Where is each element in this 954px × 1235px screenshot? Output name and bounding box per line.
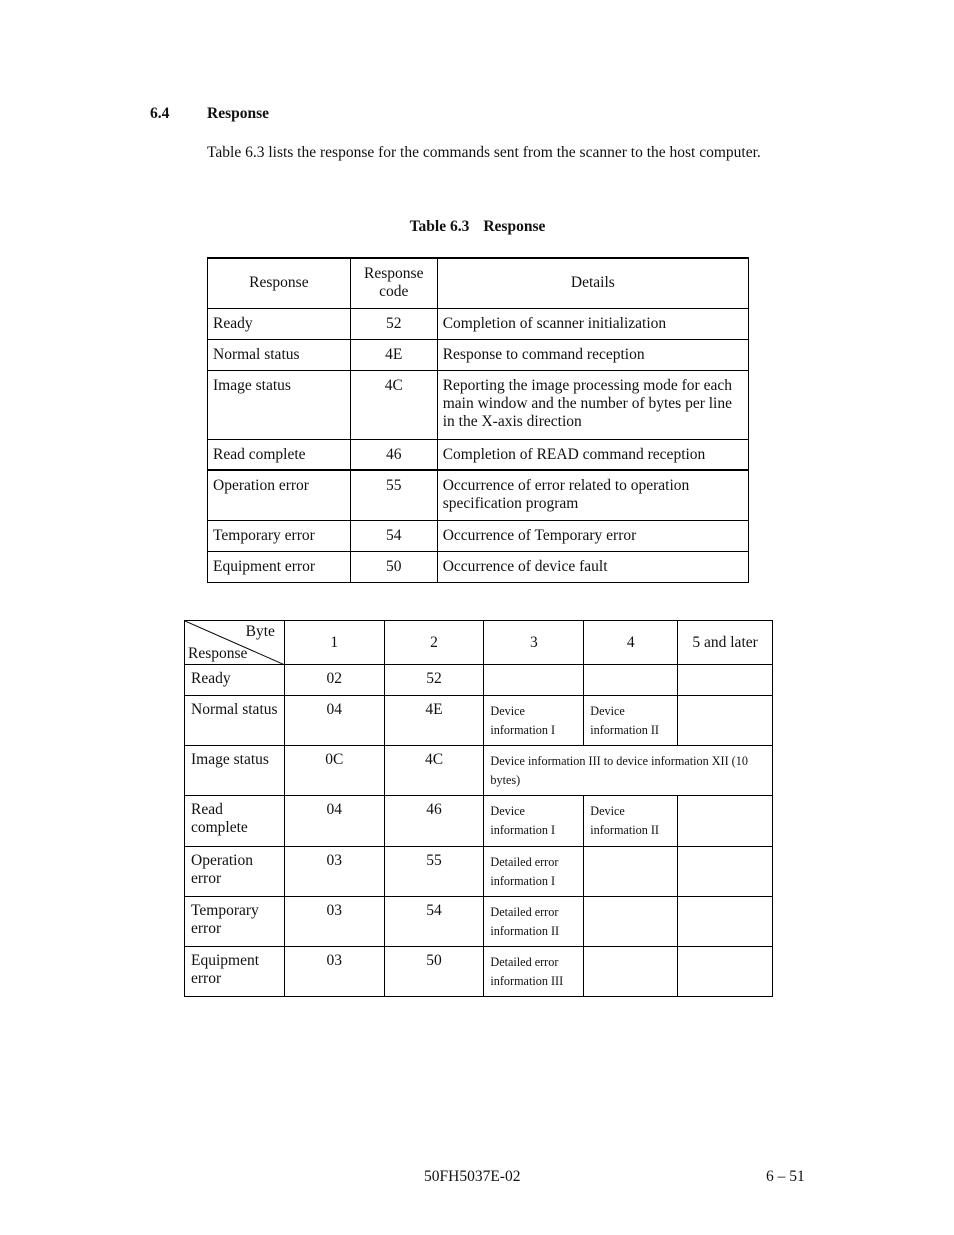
byte-3-cell: Detailed error information II bbox=[484, 897, 584, 947]
response-name: Normal status bbox=[208, 339, 351, 370]
byte-1-cell: 03 bbox=[284, 897, 384, 947]
table-row bbox=[185, 897, 773, 947]
byte-2-cell: 50 bbox=[384, 947, 484, 997]
intro-paragraph: Table 6.3 lists the response for the commands sent from the scanner to the host computer. bbox=[207, 144, 761, 161]
byte-2-cell: 4E bbox=[384, 696, 484, 746]
byte-4-cell bbox=[584, 897, 678, 947]
table-row bbox=[185, 947, 773, 997]
byte-5-cell bbox=[678, 696, 773, 746]
byte-3-cell: Device information I bbox=[484, 796, 584, 847]
byte-format-table bbox=[184, 620, 773, 997]
byte-5-cell bbox=[678, 897, 773, 947]
byte-5-cell bbox=[678, 847, 773, 897]
table-row bbox=[208, 551, 749, 582]
table-row bbox=[185, 665, 773, 696]
response-name: Read complete bbox=[208, 439, 351, 470]
response-name: Normal status bbox=[185, 696, 285, 746]
response-name: Read complete bbox=[185, 796, 285, 847]
byte-5-cell bbox=[678, 796, 773, 847]
response-details: Occurrence of error related to operation specification program bbox=[437, 470, 748, 520]
corner-byte-label: Byte bbox=[245, 623, 275, 640]
response-name: Operation error bbox=[208, 470, 351, 520]
byte-2-cell: 46 bbox=[384, 796, 484, 847]
byte-5-cell bbox=[678, 665, 773, 696]
table-row bbox=[185, 696, 773, 746]
response-name: Image status bbox=[185, 746, 285, 796]
corner-response-label: Response bbox=[188, 645, 248, 662]
header-byte-4: 4 bbox=[584, 621, 678, 665]
response-code: 50 bbox=[350, 551, 437, 582]
table-row bbox=[208, 308, 749, 339]
response-code: 4E bbox=[350, 339, 437, 370]
table-row bbox=[208, 370, 749, 439]
byte-3-onward-cell: Device information III to device information XII (10 bytes) bbox=[484, 746, 773, 796]
table-caption bbox=[207, 218, 748, 236]
footer-document-id: 50FH5037E-02 bbox=[424, 1168, 521, 1185]
response-name: Operation error bbox=[185, 847, 285, 897]
footer-page-number: 6 – 51 bbox=[766, 1168, 805, 1185]
byte-1-cell: 03 bbox=[284, 847, 384, 897]
response-details: Completion of READ command reception bbox=[437, 439, 748, 470]
table-row bbox=[208, 339, 749, 370]
response-name: Ready bbox=[208, 308, 351, 339]
corner-cell bbox=[185, 621, 285, 665]
byte-3-cell: Detailed error information III bbox=[484, 947, 584, 997]
response-details: Occurrence of Temporary error bbox=[437, 520, 748, 551]
table-header-row bbox=[185, 621, 773, 665]
byte-5-cell bbox=[678, 947, 773, 997]
header-byte-3: 3 bbox=[484, 621, 584, 665]
response-code: 55 bbox=[350, 470, 437, 520]
byte-4-cell: Device information II bbox=[584, 796, 678, 847]
section-title: Response bbox=[207, 105, 270, 122]
header-byte-5-later: 5 and later bbox=[678, 621, 773, 665]
byte-3-cell: Device information I bbox=[484, 696, 584, 746]
header-byte-1: 1 bbox=[284, 621, 384, 665]
caption-title: Response bbox=[483, 218, 546, 235]
byte-3-cell bbox=[484, 665, 584, 696]
header-response: Response bbox=[208, 258, 351, 308]
response-name: Equipment error bbox=[185, 947, 285, 997]
response-details: Reporting the image processing mode for each main window and the number of bytes per line in the X-axis direction bbox=[437, 370, 748, 439]
table-row bbox=[208, 439, 749, 470]
table-row bbox=[185, 746, 773, 796]
response-name: Ready bbox=[185, 665, 285, 696]
byte-1-cell: 04 bbox=[284, 696, 384, 746]
byte-1-cell: 04 bbox=[284, 796, 384, 847]
caption-label: Table 6.3 bbox=[409, 218, 470, 235]
response-name: Equipment error bbox=[208, 551, 351, 582]
byte-2-cell: 55 bbox=[384, 847, 484, 897]
byte-1-cell: 0C bbox=[284, 746, 384, 796]
byte-3-cell: Detailed error information I bbox=[484, 847, 584, 897]
header-byte-2: 2 bbox=[384, 621, 484, 665]
response-name: Image status bbox=[208, 370, 351, 439]
response-name: Temporary error bbox=[208, 520, 351, 551]
byte-4-cell: Device information II bbox=[584, 696, 678, 746]
byte-2-cell: 52 bbox=[384, 665, 484, 696]
response-name: Temporary error bbox=[185, 897, 285, 947]
byte-4-cell bbox=[584, 847, 678, 897]
response-code: 4C bbox=[350, 370, 437, 439]
table-row bbox=[185, 847, 773, 897]
response-details: Response to command reception bbox=[437, 339, 748, 370]
table-header-row bbox=[208, 258, 749, 308]
table-row bbox=[185, 796, 773, 847]
byte-1-cell: 03 bbox=[284, 947, 384, 997]
response-details: Occurrence of device fault bbox=[437, 551, 748, 582]
byte-4-cell bbox=[584, 665, 678, 696]
section-number: 6.4 bbox=[150, 105, 170, 122]
response-code: 54 bbox=[350, 520, 437, 551]
header-details: Details bbox=[437, 258, 748, 308]
header-response-code: Response code bbox=[350, 258, 437, 308]
response-details: Completion of scanner initialization bbox=[437, 308, 748, 339]
byte-2-cell: 54 bbox=[384, 897, 484, 947]
response-table bbox=[207, 257, 749, 583]
byte-4-cell bbox=[584, 947, 678, 997]
byte-2-cell: 4C bbox=[384, 746, 484, 796]
response-code: 52 bbox=[350, 308, 437, 339]
byte-1-cell: 02 bbox=[284, 665, 384, 696]
response-code: 46 bbox=[350, 439, 437, 470]
table-row bbox=[208, 470, 749, 520]
table-row bbox=[208, 520, 749, 551]
